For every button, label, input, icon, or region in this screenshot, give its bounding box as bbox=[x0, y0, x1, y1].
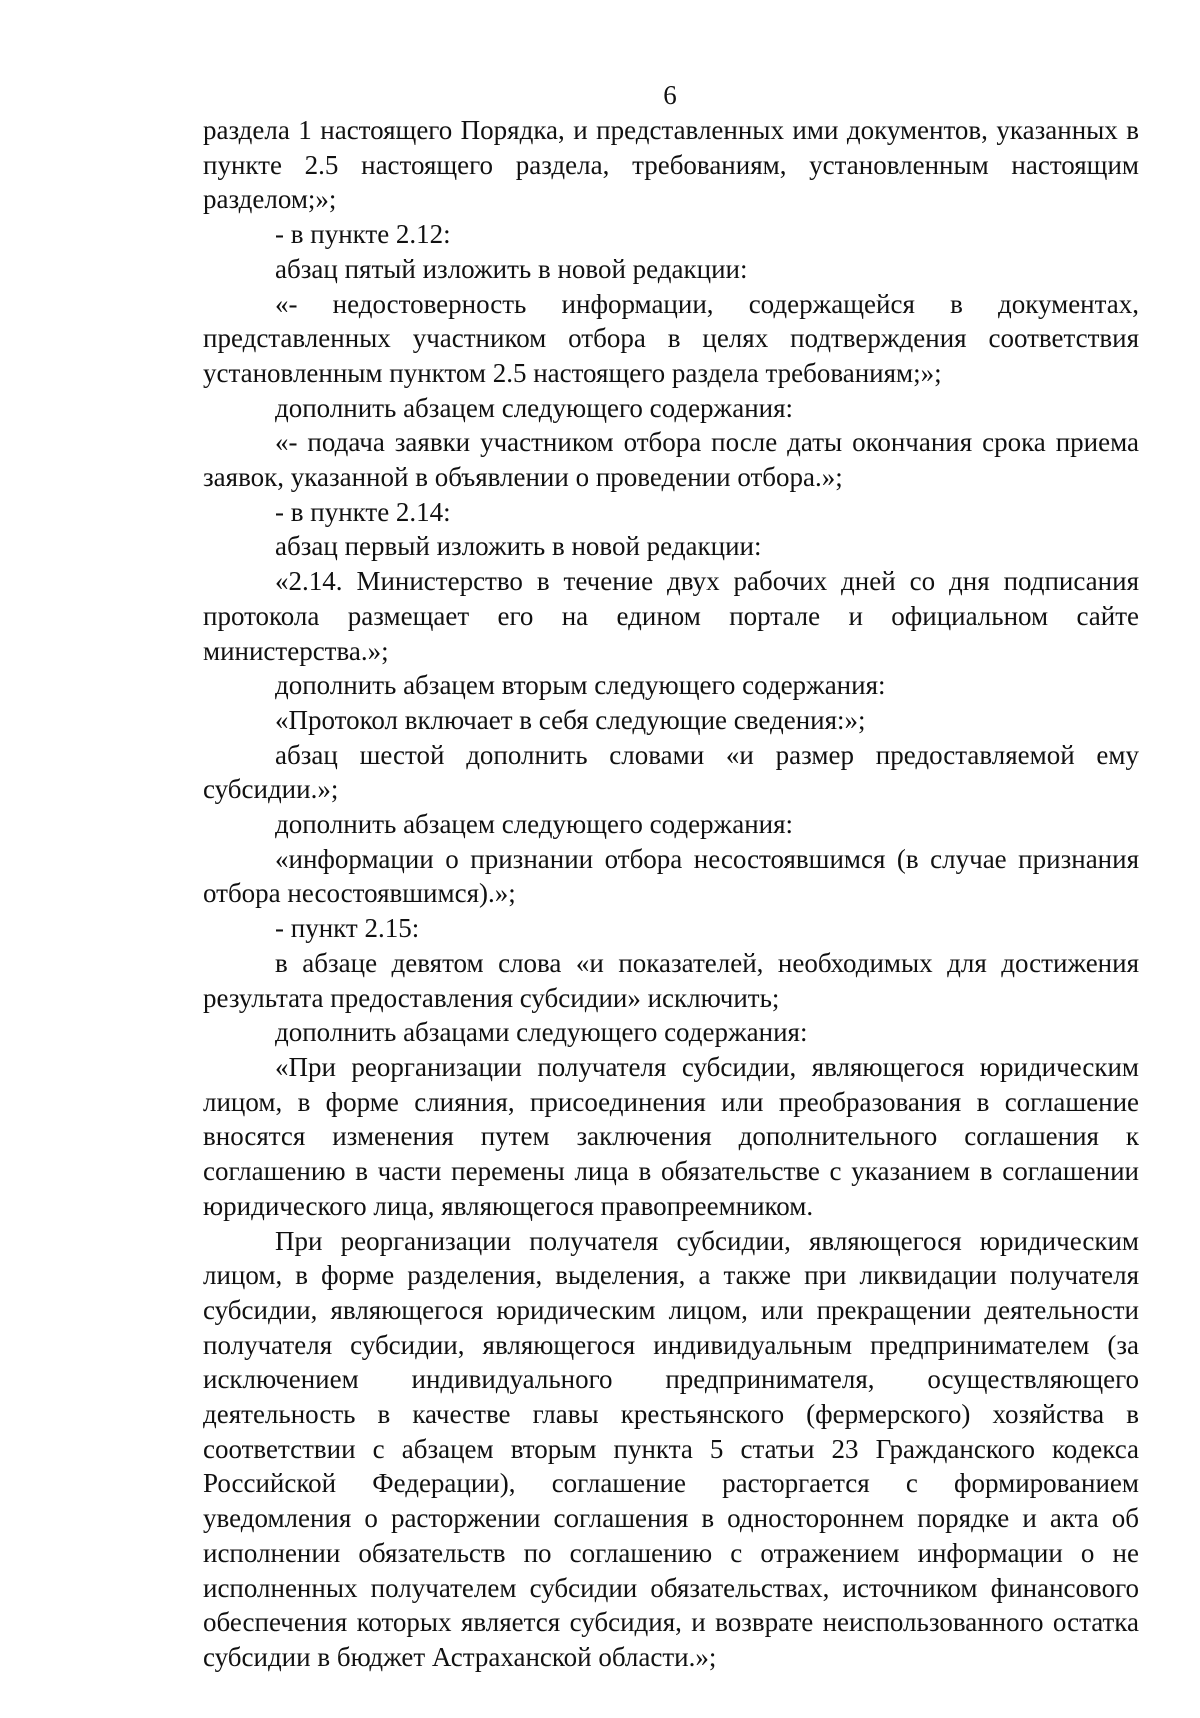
paragraph: дополнить абзацем вторым следующего содержания: bbox=[275, 670, 886, 701]
paragraph: - в пункте 2.14: bbox=[275, 496, 451, 527]
paragraph: - в пункте 2.12: bbox=[275, 219, 451, 250]
paragraph: раздела 1 настоящего Порядка, и представленных ими документов, указанных в пункте 2.5 настоящего раздела, требованиям, установленным настоящим разделом;»; bbox=[203, 115, 1139, 215]
paragraph: абзац шестой дополнить словами «и размер предоставляемой ему субсидии.»; bbox=[203, 739, 1139, 805]
paragraph: «информации о признании отбора несостоявшимся (в случае признания отбора несостоявшимся).»; bbox=[203, 843, 1139, 909]
paragraph: «Протокол включает в себя следующие сведения:»; bbox=[275, 704, 866, 735]
paragraph: «2.14. Министерство в течение двух рабочих дней со дня подписания протокола размещает его на едином портале и официальном сайте министерства.»; bbox=[203, 566, 1139, 666]
paragraph: дополнить абзацем следующего содержания: bbox=[275, 392, 794, 423]
paragraph: При реорганизации получателя субсидии, являющегося юридическим лицом, в форме разделения, выделения, а также при ликвидации получателя субсидии, являющегося юридическим лицом, или прекращении деятельности получателя субсидии, являющегося индивидуальным предпринимателем (за исключением индивидуального предпринимателя, осуществляющего деятельность в качестве главы крестьянского (фермерского) хозяйства в соответствии с абзацем вторым пункта 5 статьи 23 Гражданского кодекса Российской Федерации), соглашение расторгается с формированием уведомления о расторжении соглашения в одностороннем порядке и акта об исполнении обязательств по соглашению с отражением информации о не исполненных получателем субсидии обязательствах, источником финансового обеспечения которых является субсидия, и возврате неиспользованного остатка субсидии в бюджет Астраханской области.»; bbox=[203, 1225, 1139, 1672]
paragraph: - пункт 2.15: bbox=[275, 913, 420, 944]
paragraph: в абзаце девятом слова «и показателей, необходимых для достижения результата предоставления субсидии» исключить; bbox=[203, 947, 1139, 1013]
paragraph: абзац первый изложить в новой редакции: bbox=[275, 531, 762, 562]
paragraph: «При реорганизации получателя субсидии, являющегося юридическим лицом, в форме слияния, присоединения или преобразования в соглашение вносятся изменения путем заключения дополнительного соглашения к соглашению в части перемены лица в обязательстве с указанием в соглашении юридического лица, являющегося правопреемником. bbox=[203, 1051, 1139, 1221]
paragraph: дополнить абзацами следующего содержания: bbox=[275, 1017, 808, 1048]
document-body bbox=[203, 113, 1139, 1675]
paragraph: «- недостоверность информации, содержащейся в документах, представленных участником отбора в целях подтверждения соответствия установленным пунктом 2.5 настоящего раздела требованиям;»; bbox=[203, 288, 1139, 388]
paragraph: абзац пятый изложить в новой редакции: bbox=[275, 253, 748, 284]
paragraph: «- подача заявки участником отбора после даты окончания срока приема заявок, указанной в объявлении о проведении отбора.»; bbox=[203, 427, 1139, 493]
paragraph: дополнить абзацем следующего содержания: bbox=[275, 809, 794, 840]
page-number: 6 bbox=[663, 80, 677, 110]
